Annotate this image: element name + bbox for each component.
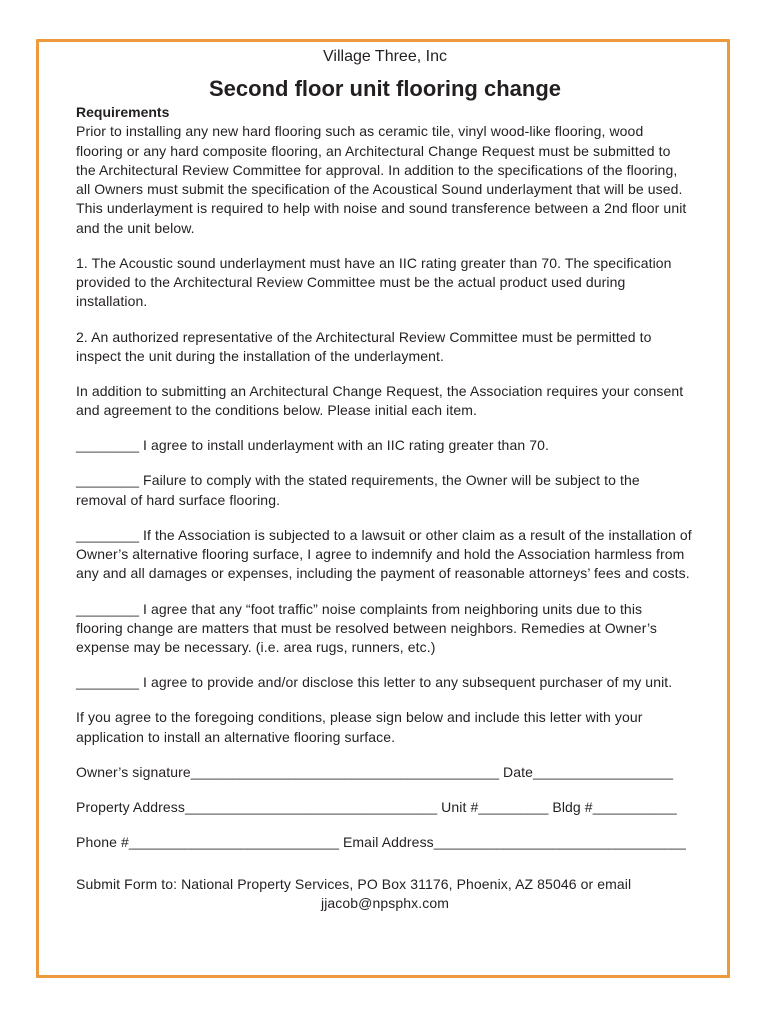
initials-blank: _________ (76, 439, 140, 454)
property-address-label: Property Address (76, 798, 185, 815)
submit-instructions: Submit Form to: National Property Services, PO Box 31176, Phoenix, AZ 85046 or email (76, 875, 632, 892)
unit-blank: __________ (478, 800, 549, 815)
requirements-line: flooring or any hard composite flooring, an Architectural Change Request must be submitted to (76, 142, 671, 159)
initials-blank: _________ (76, 528, 140, 543)
property-address-row (76, 798, 694, 817)
rule-line: provided to the Architectural Review Committee must be the actual product used during (76, 274, 626, 291)
initials-blank: _________ (76, 602, 140, 617)
phone-label: Phone # (76, 833, 129, 850)
document-title: Second floor unit flooring change (209, 76, 561, 101)
item-line: I agree to provide and/or disclose this letter to any subsequent purchaser of my unit. (143, 674, 673, 691)
item-line: Failure to comply with the stated requirements, the Owner will be subject to the (143, 472, 640, 489)
item-line: Owner’s alternative flooring surface, I agree to indemnify and hold the Association harmless from (76, 546, 685, 563)
consent-paragraph (76, 382, 694, 421)
requirements-line: This underlayment is required to help with noise and sound transference between a 2nd floor unit (76, 200, 687, 217)
item-line: any and all damages or expenses, including the payment of reasonable attorneys’ fees and costs. (76, 565, 690, 582)
requirements-section (76, 103, 694, 238)
rule-1-paragraph (76, 254, 694, 312)
property-address-blank: ____________________________________ (185, 800, 438, 815)
document-page (76, 47, 694, 929)
item-line: removal of hard surface flooring. (76, 491, 281, 508)
phone-blank: ______________________________ (128, 835, 339, 850)
consent-line: and agreement to the conditions below. Please initial each item. (76, 402, 477, 419)
organization-name: Village Three, Inc (323, 48, 447, 65)
owner-signature-blank: ____________________________________________ (190, 765, 499, 780)
phone-email-row (76, 833, 694, 852)
closing-line: If you agree to the foregoing conditions, please sign below and include this letter with your (76, 709, 643, 726)
initial-item-2 (76, 471, 694, 510)
item-line: I agree that any “foot traffic” noise complaints from neighboring units due to this (143, 600, 643, 617)
rule-line: 1. The Acoustic sound underlayment must have an IIC rating greater than 70. The specification (76, 254, 672, 271)
requirements-line: the Architectural Review Committee for approval. In addition to the specifications of the flooring, (76, 161, 678, 178)
rule-line: inspect the unit during the installation of the underlayment. (76, 347, 444, 364)
unit-label: Unit # (441, 798, 479, 815)
owner-signature-row (76, 763, 694, 782)
item-line: If the Association is subjected to a lawsuit or other claim as a result of the installation of (143, 526, 692, 543)
requirements-line: Prior to installing any new hard flooring such as ceramic tile, vinyl wood-like flooring, wood (76, 123, 644, 140)
email-address-blank: ____________________________________ (433, 835, 686, 850)
rule-2-paragraph (76, 328, 694, 367)
requirements-heading: Requirements (76, 104, 170, 120)
consent-line: In addition to submitting an Architectural Change Request, the Association requires your consent (76, 382, 684, 399)
date-label: Date (502, 763, 533, 780)
date-blank: ____________________ (532, 765, 674, 780)
item-line: expense may be necessary. (i.e. area rugs, runners, etc.) (76, 639, 436, 656)
initials-blank: _________ (76, 474, 140, 489)
initial-item-3 (76, 526, 694, 584)
owner-signature-label: Owner’s signature (76, 763, 191, 780)
requirements-line: all Owners must submit the specification of the Acoustical Sound underlayment that will be used. (76, 181, 683, 198)
initial-item-1 (76, 436, 694, 455)
initials-blank: _________ (76, 676, 140, 691)
bldg-label: Bldg # (552, 798, 593, 815)
item-line: I agree to install underlayment with an IIC rating greater than 70. (143, 437, 549, 454)
initial-item-5 (76, 673, 694, 692)
submit-email: jjacob@npsphx.com (321, 895, 449, 912)
initial-item-4 (76, 600, 694, 658)
submit-paragraph (76, 875, 694, 914)
closing-line: application to install an alternative flooring surface. (76, 728, 396, 745)
closing-paragraph (76, 708, 694, 747)
email-address-label: Email Address (342, 833, 434, 850)
rule-line: installation. (76, 293, 148, 310)
bldg-blank: ____________ (592, 800, 677, 815)
requirements-line: and the unit below. (76, 219, 195, 236)
rule-line: 2. An authorized representative of the Architectural Review Committee must be permitted to (76, 328, 652, 345)
item-line: flooring change are matters that must be resolved between neighbors. Remedies at Owner’s (76, 619, 658, 636)
